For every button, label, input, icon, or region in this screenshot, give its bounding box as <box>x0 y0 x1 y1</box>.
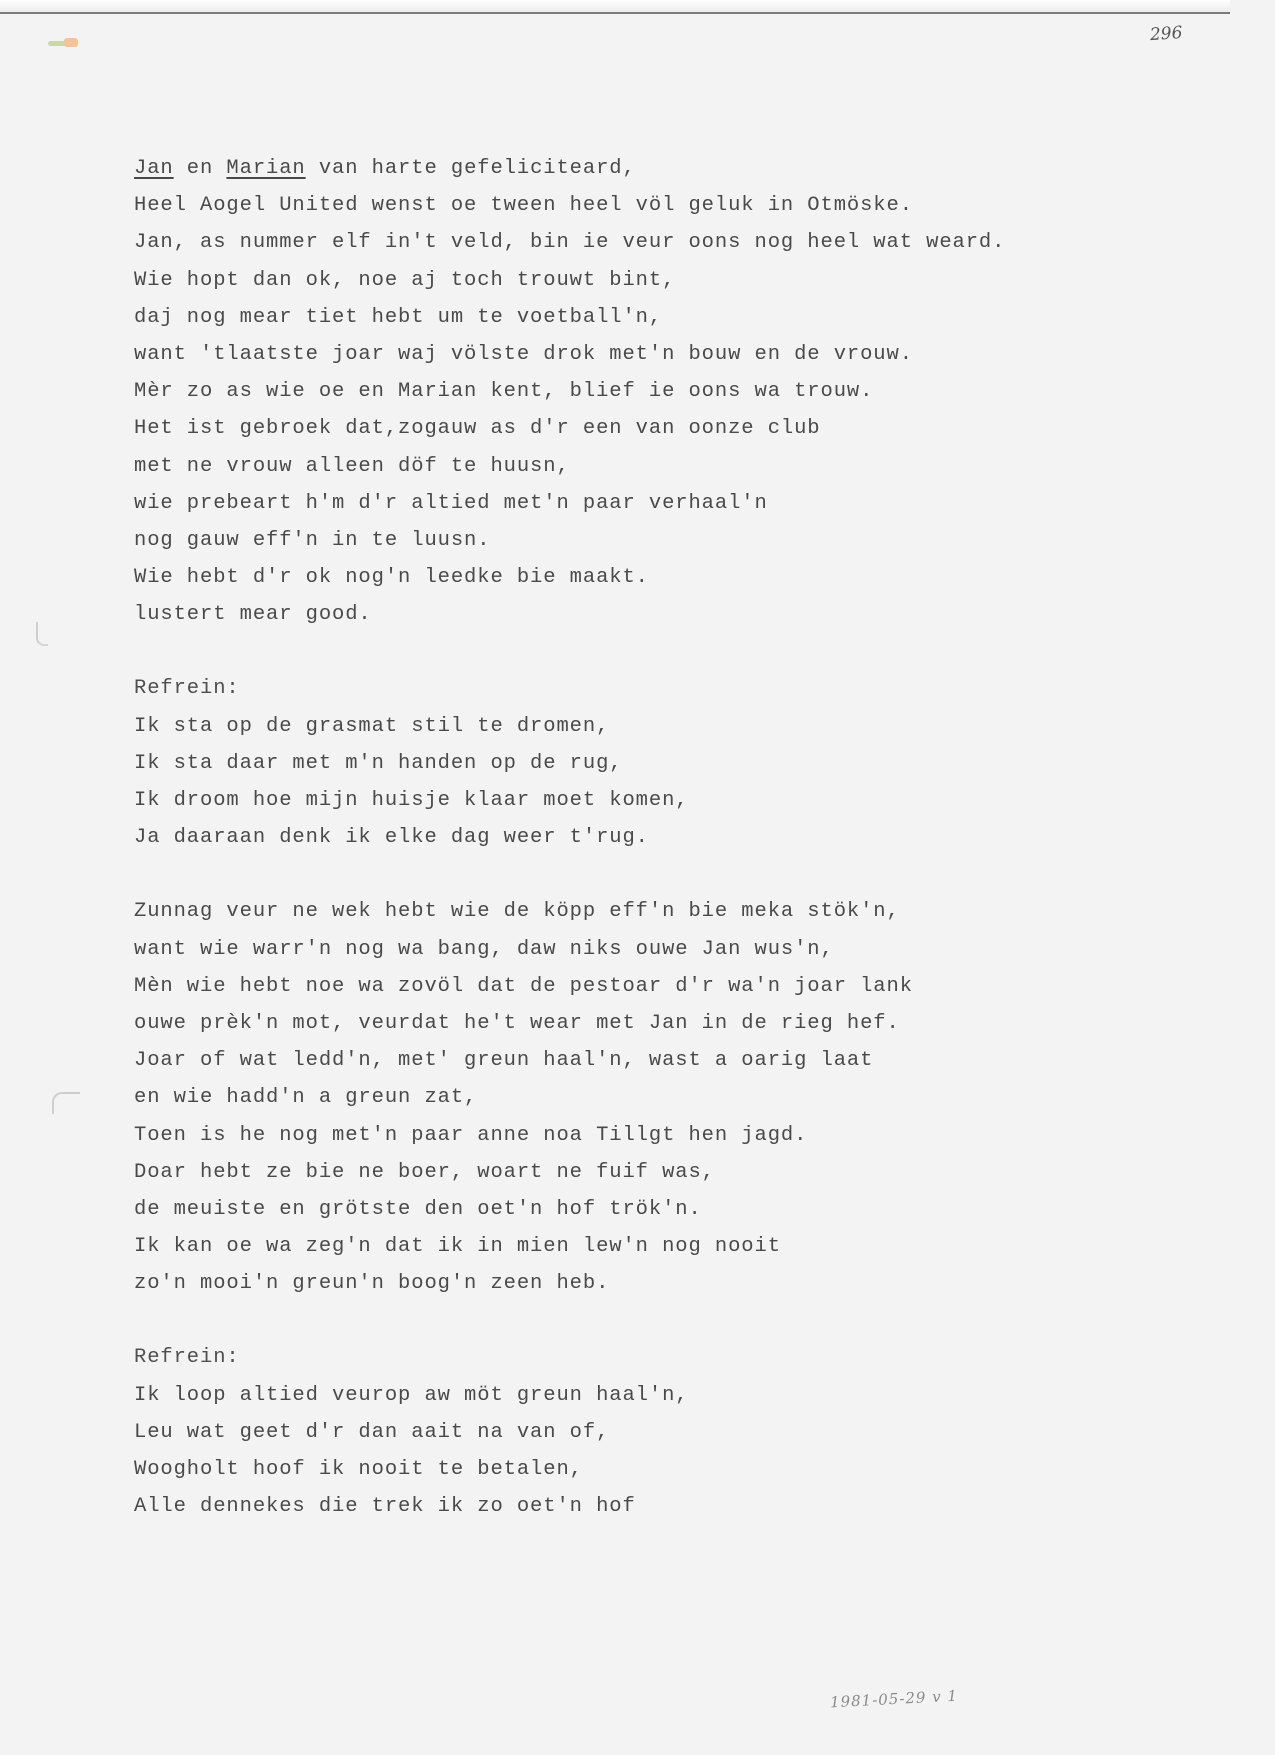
greeting-name-jan: Jan <box>134 157 174 180</box>
verse-line: ouwe prèk'n mot, veurdat he't wear met Jan in de rieg hef. <box>134 1011 900 1035</box>
verse-1 <box>134 150 1214 633</box>
scan-top-edge <box>0 0 1230 14</box>
refrain-line: Alle dennekes die trek ik zo oet'n hof <box>134 1495 636 1519</box>
verse-line: Doar hebt ze bie ne boer, woart ne fuif was, <box>134 1160 715 1184</box>
verse-line: Heel Aogel United wenst oe tween heel völ geluk in Otmöske. <box>134 194 913 218</box>
refrain-line: Ik sta daar met m'n handen op de rug, <box>134 751 623 775</box>
verse-line: Joar of wat ledd'n, met' greun haal'n, wast a oarig laat <box>134 1049 874 1073</box>
refrain-heading: Refrein: <box>134 1346 240 1370</box>
verse-line: en wie hadd'n a greun zat, <box>134 1086 478 1110</box>
page-number: 296 <box>1149 22 1184 46</box>
verse-line: zo'n mooi'n greun'n boog'n zeen heb. <box>134 1272 610 1296</box>
handwritten-date: 1981-05-29 v 1 <box>829 1686 959 1712</box>
verse-line: Mèn wie hebt noe wa zovöl dat de pestoar d'r wa'n joar lank <box>134 974 913 998</box>
verse-line: met ne vrouw alleen döf te huusn, <box>134 454 570 478</box>
verse-line: wie prebeart h'm d'r altied met'n paar verhaal'n <box>134 491 768 515</box>
scan-artifact <box>36 622 48 646</box>
verse-line: Wie hopt dan ok, noe aj toch trouwt bint, <box>134 268 676 292</box>
verse-line: Jan, as nummer elf in't veld, bin ie veur oons nog heel wat weard. <box>134 231 1006 255</box>
greeting-name-marian: Marian <box>226 157 306 180</box>
verse-line: Het ist gebroek dat,zogauw as d'r een van oonze club <box>134 417 821 441</box>
verse-line: Zunnag veur ne wek hebt wie de köpp eff'n bie meka stök'n, <box>134 900 900 924</box>
verse-line: Mèr zo as wie oe en Marian kent, blief ie oons wa trouw. <box>134 380 874 404</box>
refrain-line: Leu wat geet d'r dan aait na van of, <box>134 1420 610 1444</box>
verse-line: de meuiste en grötste den oet'n hof trök'n. <box>134 1197 702 1221</box>
refrain-line: Ik loop altied veurop aw möt greun haal'n, <box>134 1383 689 1407</box>
refrain-line: Woogholt hoof ik nooit te betalen, <box>134 1458 583 1481</box>
orange-mark <box>64 38 78 47</box>
verse-line: Toen is he nog met'n paar anne noa Tillgt hen jagd. <box>134 1123 808 1147</box>
corner-color-mark <box>48 38 82 48</box>
verse-line: Ik kan oe wa zeg'n dat ik in mien lew'n nog nooit <box>134 1235 781 1259</box>
refrain-2 <box>134 1339 1214 1525</box>
refrain-1 <box>134 670 1214 856</box>
verse-line: nog gauw eff'n in te luusn. <box>134 528 491 552</box>
verse-line: want 'tlaatste joar waj völste drok met'n bouw en de vrouw. <box>134 342 913 366</box>
verse-2 <box>134 893 1214 1302</box>
verse-line: daj nog mear tiet hebt um te voetball'n, <box>134 305 663 329</box>
refrain-line: Ja daaraan denk ik elke dag weer t'rug. <box>134 826 649 850</box>
verse-line: want wie warr'n nog wa bang, daw niks ouwe Jan wus'n, <box>134 937 834 961</box>
verse-line: Wie hebt d'r ok nog'n leedke bie maakt. <box>134 566 649 590</box>
refrain-heading: Refrein: <box>134 677 240 701</box>
refrain-line: Ik sta op de grasmat stil te dromen, <box>134 714 610 738</box>
refrain-line: Ik droom hoe mijn huisje klaar moet komen, <box>134 789 689 812</box>
scan-artifact <box>52 1092 80 1114</box>
letter-body <box>134 150 1214 1562</box>
greeting-line: Jan en Marian van harte gefeliciteard, <box>134 157 636 180</box>
verse-line: lustert mear good. <box>134 603 372 627</box>
